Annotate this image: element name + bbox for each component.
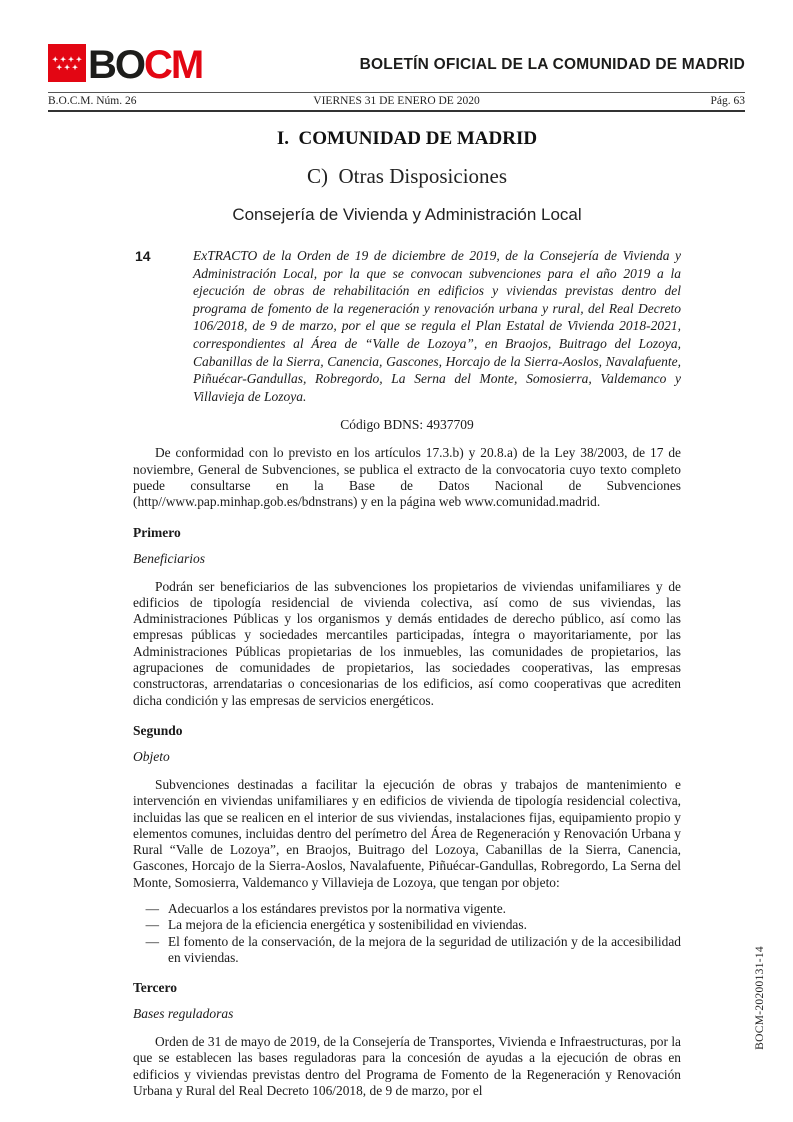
section-segundo <box>133 723 681 966</box>
logo-wordmark <box>88 45 202 85</box>
intro-paragraph: De conformidad con lo previsto en los artículos 17.3.b) y 20.8.a) de la Ley 38/2003, de 17 de noviembre, General de Subvenciones, se publica el extracto de la convocatoria cuyo texto completo puede consultarse en la Base de Datos Nacional de Subvenciones (http//www.pap.minhap.gob.es/bdnstrans) y en la página web www.comunidad.madrid. <box>133 445 681 510</box>
section-paragraph: Subvenciones destinadas a facilitar la ejecución de obras y trabajos de mantenimiento e intervención en viviendas unifamiliares y en edificios de vivienda de tipología residencial colectiva, incluidas las que se realicen en el interior de sus viviendas, instalaciones fijas, equipamiento propio y elementos comunes, incluidas dentro del perímetro del Área de Regeneración y Renovación Urbana y Rural “Valle de Lozoya”, en Braojos, Buitrago del Lozoya, Cabanillas de la Sierra, Canencia, Gascones, Horcajo de la Sierra-Aoslos, Navalafuente, Piñuécar-Gandullas, Robregordo, La Serna del Monte, Somosierra, Valdemanco y Villavieja de Lozoya, que tengan por objeto: <box>133 776 681 890</box>
list-item <box>133 917 681 933</box>
document-id-vertical: BOCM-20200131-14 <box>754 946 766 1050</box>
section-subheading: Bases reguladoras <box>133 1006 234 1022</box>
subsection-title: C) Otras Disposiciones <box>306 164 508 188</box>
madrid-flag-icon <box>48 44 86 87</box>
dash-icon: — <box>145 917 159 933</box>
section-paragraph: Orden de 31 de mayo de 2019, de la Consejería de Transportes, Vivienda e Infraestructuras, por la que se establecen las bases reguladoras para la concesión de ayudas a la ejecución de obras en edificios y viviendas previstas dentro del Programa de Fomento de la Regeneración y Renovación Urbana y Rural del Real Decreto 106/2018, de 9 de marzo, por el <box>133 1034 681 1099</box>
masthead-title: BOLETÍN OFICIAL DE LA COMUNIDAD DE MADRID <box>359 56 745 73</box>
dash-icon: — <box>145 933 159 949</box>
list-item <box>133 901 681 917</box>
logo-cm: CM <box>144 43 203 87</box>
item-extract-text: ExTRACTO de la Orden de 19 de diciembre de 2019, de la Consejería de Vivienda y Administración Local, por la que se convocan subvenciones para el año 2019 a la ejecución de obras de rehabilitación en edificios y viviendas previstas dentro del programa de fomento de la regeneración y renovación urbana y rural, del Real Decreto 106/2018, de 9 de marzo, por el que se regula el Plan Estatal de Vivienda 2018-2021, correspondientes al Área de “Valle de Lozoya”, en Braojos, Buitrago del Lozoya, Cabanillas de la Sierra, Canencia, Gascones, Horcajo de la Sierra-Aoslos, Navalafuente, Piñuécar-Gandullas, Robregordo, La Serna del Monte, Somosierra, Valdemanco y Villavieja de Lozoya. <box>193 248 681 404</box>
section-tercero <box>133 980 681 1099</box>
logo-bo: BO <box>88 43 144 87</box>
page-number: Pág. 63 <box>710 95 745 107</box>
section-subheading: Beneficiarios <box>133 550 205 566</box>
bocm-logo <box>48 44 202 87</box>
objectives-list <box>133 901 681 966</box>
masthead <box>48 40 745 112</box>
bdns-code: Código BDNS: 4937709 <box>340 417 474 433</box>
section-heading: Primero <box>133 524 181 540</box>
item-number: 14 <box>135 248 151 264</box>
list-item-text: Adecuarlos a los estándares previstos por la normativa vigente. <box>168 900 507 916</box>
list-item-text: La mejora de la eficiencia energética y sostenibilidad en viviendas. <box>168 917 527 933</box>
section-title: I. COMUNIDAD DE MADRID <box>276 128 538 149</box>
masthead-meta-row <box>48 93 745 110</box>
dash-icon: — <box>145 900 159 916</box>
list-item-text: El fomento de la conservación, de la mejora de la seguridad de utilización y de la accesibilidad en viviendas. <box>168 933 681 965</box>
document-body <box>133 128 681 1109</box>
department-title: Consejería de Vivienda y Administración Local <box>232 205 582 224</box>
announcement-item <box>133 247 681 405</box>
section-subheading: Objeto <box>133 748 170 764</box>
section-heading: Segundo <box>133 722 183 738</box>
list-item <box>133 934 681 967</box>
issue-number: B.O.C.M. Núm. 26 <box>48 95 137 107</box>
section-primero <box>133 525 681 709</box>
masthead-divider-thick <box>48 110 745 112</box>
section-heading: Tercero <box>133 980 177 996</box>
section-paragraph: Podrán ser beneficiarios de las subvenciones los propietarios de viviendas unifamiliares y de edificios de tipología residencial de vivienda colectiva, así como de sus viviendas, las Administraciones Públicas y los organismos y demás entidades de derecho público, así como las empresas públicas y sociedades mercantiles participadas, íntegra o mayoritariamente, por las Administraciones Públicas propietarias de los inmuebles, las comunidades de propietarios, las agrupaciones de comunidades de propietarios, las sociedades cooperativas, las empresas constructoras, arrendatarias o concesionarias de los edificios, así como cooperativas que acrediten dicha condición y las empresas de servicios energéticos. <box>133 578 681 708</box>
issue-date: VIERNES 31 DE ENERO DE 2020 <box>313 95 480 107</box>
